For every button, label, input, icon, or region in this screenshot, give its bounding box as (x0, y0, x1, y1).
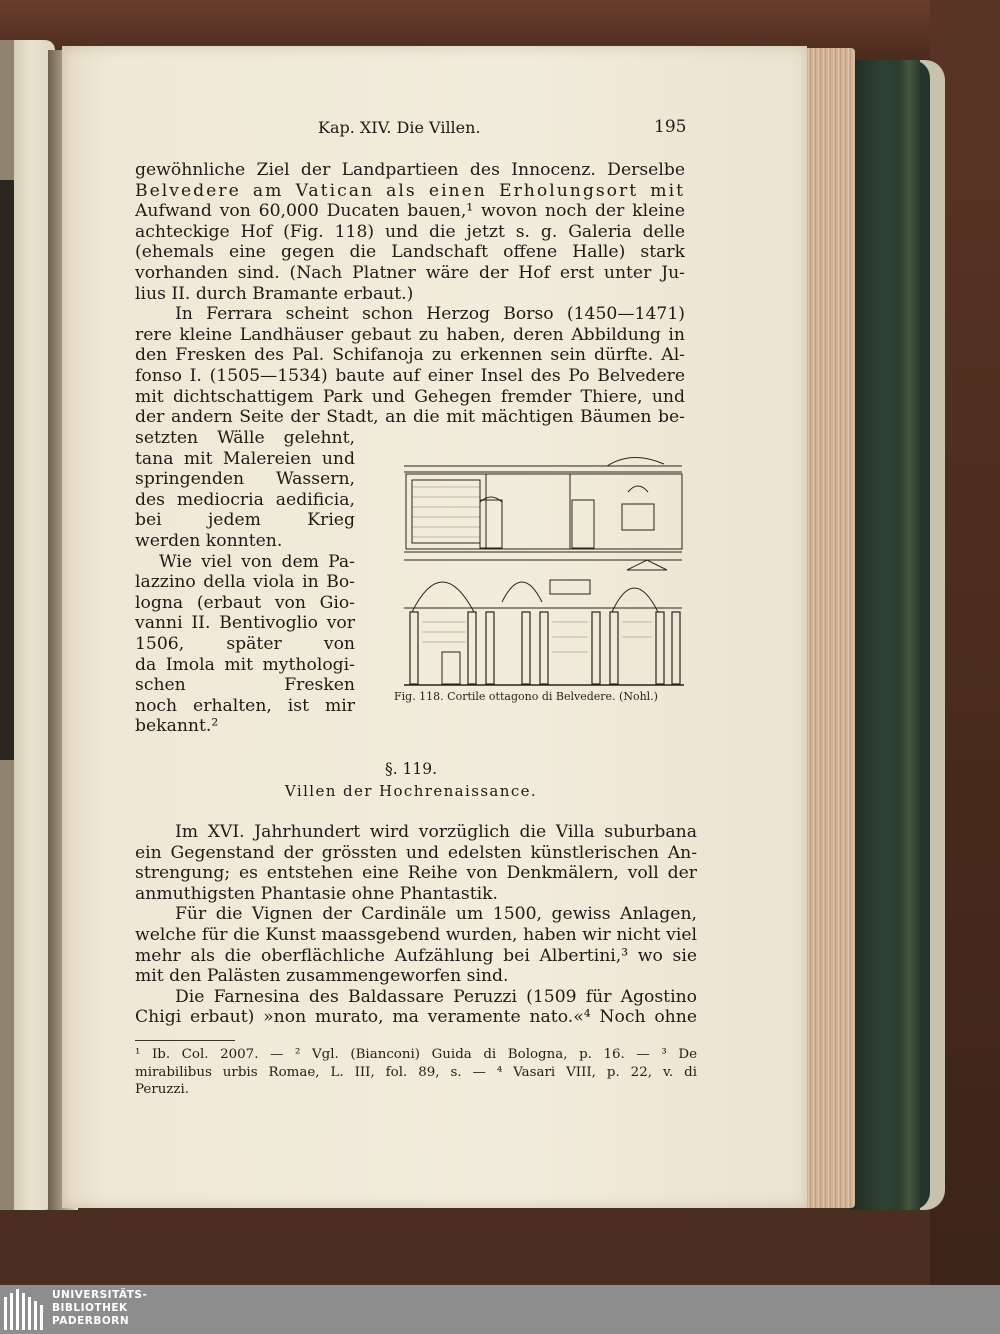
running-header: Kap. XIV. Die Villen. (318, 118, 481, 137)
library-footer (0, 1285, 1000, 1334)
library-name-line: PADERBORN (52, 1315, 130, 1327)
text-line: anmuthigsten Phantasie ohne Phantastik. (135, 883, 498, 904)
footnotes (135, 1046, 697, 1099)
text-line: lazzino della viola in Bo- (135, 572, 355, 593)
text-line: vanni II. Bentivoglio vor (135, 613, 355, 634)
text-line: schen Fresken (135, 675, 355, 696)
text-line: Aufwand von 60,000 Ducaten bauen,¹ wovon noch der kleine (135, 201, 685, 222)
cover-spine (898, 60, 920, 1210)
footnote-rule (135, 1040, 235, 1041)
text-line: welche für die Kunst maassgebend wurden, haben wir nicht viel (135, 924, 697, 945)
text-line: Wie viel von dem Pa- (159, 551, 355, 572)
text-line: logna (erbaut von Gio- (135, 592, 355, 613)
footnote-line: ¹ Ib. Col. 2007. — ² Vgl. (Bianconi) Guida di Bologna, p. 16. — ³ De (135, 1047, 697, 1062)
library-name-line: BIBLIOTHEK (52, 1302, 128, 1314)
text-line: achteckige Hof (Fig. 118) und die jetzt s. g. Galeria delle (135, 221, 685, 242)
text-line: In Ferrara scheint schon Herzog Borso (1450—1471) (175, 304, 685, 325)
text-line: Die Farnesina des Baldassare Peruzzi (1509 für Agostino (175, 986, 697, 1007)
text-line: bei jedem Krieg (135, 510, 355, 531)
text-line: Im XVI. Jahrhundert wird vorzüglich die Villa suburbana (175, 822, 697, 842)
text-line: lius II. durch Bramante erbaut.) (135, 283, 414, 304)
body-text-top (135, 160, 685, 428)
text-line: mit dichtschattigem Park und Gehegen fremder Thiere, und (135, 386, 685, 407)
footnote-line: mirabilibus urbis Romae, L. III, fol. 89, s. — ⁴ Vasari VIII, p. 22, v. di (135, 1064, 697, 1080)
figure-caption: Fig. 118. Cortile ottagono di Belvedere. (Nohl.) (394, 690, 658, 703)
text-line: werden konnten. (135, 530, 283, 551)
body-text-bottom (135, 822, 697, 1028)
text-line: fonso I. (1505—1534) baute auf einer Insel des Po Belvedere (135, 365, 685, 386)
text-line: rere kleine Landhäuser gebaut zu haben, deren Abbildung in (135, 324, 685, 345)
section-title: Villen der Hochrenaissance. (284, 782, 538, 800)
text-line: den Fresken des Pal. Schifanoja zu erkennen sein dürfte. Al- (135, 345, 685, 366)
text-line: noch erhalten, ist mir (135, 695, 355, 716)
text-line: springenden Wassern, (135, 469, 355, 490)
library-name-line: UNIVERSITÄTS- (52, 1289, 148, 1301)
body-text-narrow (135, 428, 355, 737)
library-name (52, 1289, 147, 1328)
text-line: ein Gegenstand der grössten und edelsten künstlerischen An- (135, 842, 697, 863)
text-line: mehr als die oberflächliche Aufzählung bei Albertini,³ wo sie (135, 945, 697, 966)
section-number: §. 119. (384, 760, 438, 778)
text-line: da Imola mit mythologi- (135, 654, 355, 675)
text-line: mit den Palästen zusammengeworfen sind. (135, 966, 509, 987)
text-line: des mediocria aedificia, (135, 489, 355, 510)
text-line: Belvedere am Vatican als einen Erholungsort mit (135, 180, 685, 201)
text-line: 1506, später von (135, 633, 355, 654)
text-line: Für die Vignen der Cardinäle um 1500, gewiss Anlagen, (175, 904, 697, 925)
text-line: setzten Wälle gelehnt, (135, 428, 355, 448)
text-line: strengung; es entstehen eine Reihe von Denkmälern, voll der (135, 863, 697, 884)
text-line: vorhanden sind. (Nach Platner wäre der Hof erst unter Ju- (135, 262, 685, 283)
text-line: tana mit Malereien und (135, 448, 355, 469)
text-line: (ehemals eine gegen die Landschaft offene Halle) stark (135, 242, 685, 263)
footnote-line: Peruzzi. (135, 1082, 190, 1097)
page-number: 195 (654, 117, 687, 137)
text-line: gewöhnliche Ziel der Landpartieen des Innocenz. Derselbe (135, 160, 685, 180)
library-logo-icon (4, 1289, 46, 1330)
text-line: Chigi erbaut) »non murato, ma veramente nato.«⁴ Noch ohne (135, 1007, 697, 1028)
figure-cortile-engraving (402, 452, 686, 688)
text-line: bekannt.² (135, 716, 219, 737)
text-line: der andern Seite der Stadt, an die mit mächtigen Bäumen be- (135, 407, 685, 428)
left-page-shadow (0, 180, 14, 760)
